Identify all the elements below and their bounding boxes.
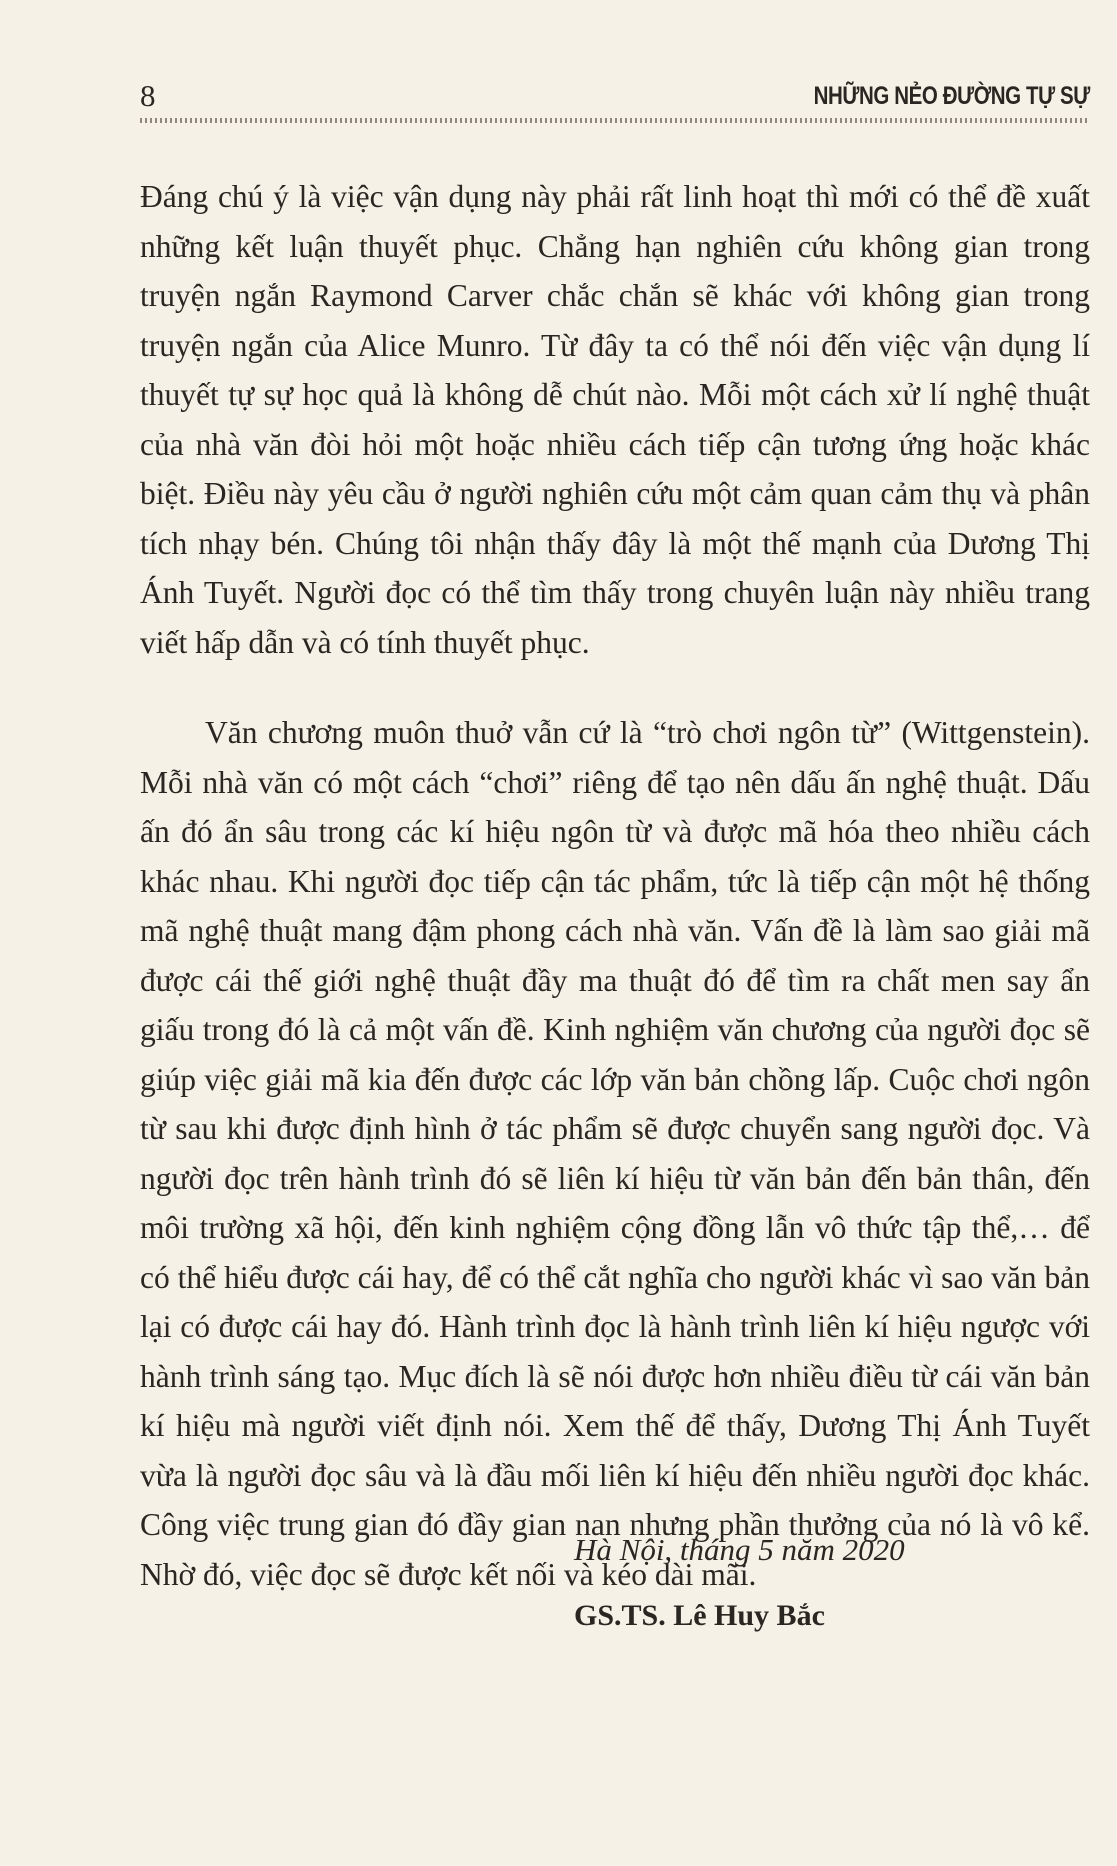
body-text: [140, 172, 1090, 1599]
running-head: [140, 76, 1090, 116]
page-number: 8: [140, 78, 156, 113]
header-divider: [140, 118, 1090, 123]
signature-place-date: Hà Nội, tháng 5 năm 2020: [574, 1532, 905, 1567]
running-title: NHỮNG NẺO ĐƯỜNG TỰ SỰ: [813, 82, 1090, 110]
paragraph-1: Đáng chú ý là việc vận dụng này phải rất linh hoạt thì mới có thể đề xuất những kết luận thuyết phục. Chẳng hạn nghiên cứu không gian trong truyện ngắn Raymond Carver chắc chắn sẽ khác với không gian trong truyện ngắn của Alice Munro. Từ đây ta có thể nói đến việc vận dụng lí thuyết tự sự học quả là không dễ chút nào. Mỗi một cách xử lí nghệ thuật của nhà văn đòi hỏi một hoặc nhiều cách tiếp cận tương ứng hoặc khác biệt. Điều này yêu cầu ở người nghiên cứu một cảm quan cảm thụ và phân tích nhạy bén. Chúng tôi nhận thấy đây là một thế mạnh của Dương Thị Ánh Tuyết. Người đọc có thể tìm thấy trong chuyên luận này nhiều trang viết hấp dẫn và có tính thuyết phục.: [140, 179, 1090, 660]
paragraph-2: Văn chương muôn thuở vẫn cứ là “trò chơi ngôn từ” (Wittgenstein). Mỗi nhà văn có một cách “chơi” riêng để tạo nên dấu ấn nghệ thuật. Dấu ấn đó ẩn sâu trong các kí hiệu ngôn từ và được mã hóa theo nhiều cách khác nhau. Khi người đọc tiếp cận tác phẩm, tức là tiếp cận một hệ thống mã nghệ thuật mang đậm phong cách nhà văn. Vấn đề là làm sao giải mã được cái thế giới nghệ thuật đầy ma thuật đó để tìm ra chất men say ẩn giấu trong đó là cả một vấn đề. Kinh nghiệm văn chương của người đọc sẽ giúp việc giải mã kia đến được các lớp văn bản chồng lấp. Cuộc chơi ngôn từ sau khi được định hình ở tác phẩm sẽ được chuyển sang người đọc. Và người đọc trên hành trình đó sẽ liên kí hiệu từ văn bản đến bản thân, đến môi trường xã hội, đến kinh nghiệm cộng đồng lẫn vô thức tập thể,… để có thể hiểu được cái hay, để có thể cắt nghĩa cho người khác vì sao văn bản lại có được cái hay đó. Hành trình đọc là hành trình liên kí hiệu ngược với hành trình sáng tạo. Mục đích là sẽ nói được hơn nhiều điều từ cái văn bản kí hiệu mà người viết định nói. Xem thế để thấy, Dương Thị Ánh Tuyết vừa là người đọc sâu và là đầu mối liên kí hiệu đến nhiều người đọc khác. Công việc trung gian đó đầy gian nan nhưng phần thưởng của nó là vô kể. Nhờ đó, việc đọc sẽ được kết nối và kéo dài mãi.: [140, 715, 1090, 1592]
signature-author: GS.TS. Lê Huy Bắc: [574, 1599, 825, 1632]
